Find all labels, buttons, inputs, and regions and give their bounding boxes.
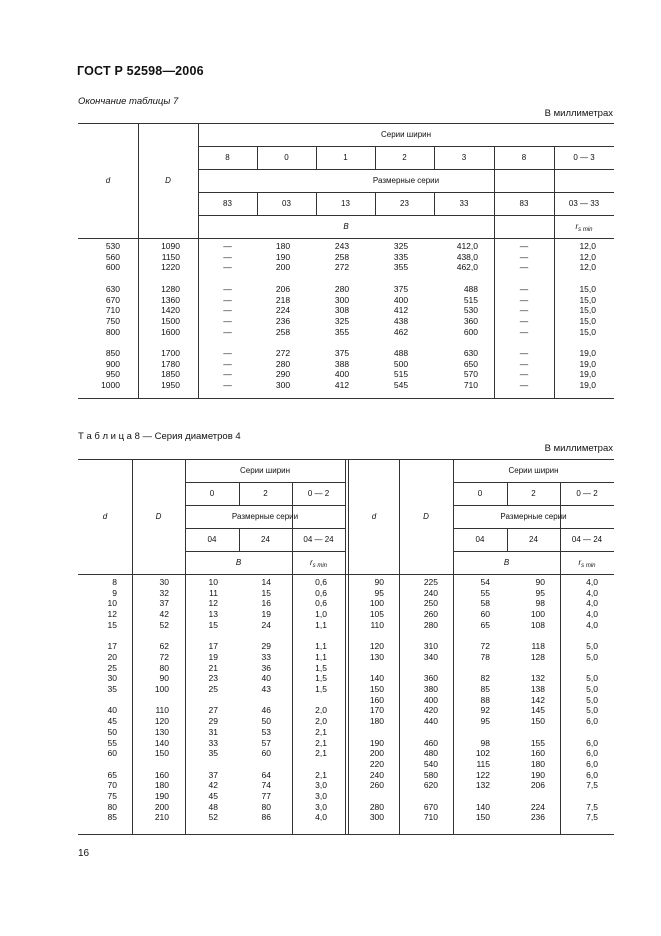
t7-head-d: d bbox=[105, 176, 111, 185]
t8-size-04-24-left: 04 — 24 bbox=[303, 535, 334, 544]
t8-width-0-2-right: 0 — 2 bbox=[576, 489, 598, 498]
t8-head-d-right: d bbox=[371, 512, 377, 521]
t7-head-width-series: Серии ширин bbox=[380, 130, 432, 139]
t7-size-33: 33 bbox=[459, 199, 469, 208]
t7-col-D: 1090 1150 1220 1280 1360 1420 1500 1600 1700 1780 1850 1950 bbox=[161, 241, 180, 391]
t8-size-04-left: 04 bbox=[207, 535, 217, 544]
t8-left-col-b24: 14 15 16 19 24 29 33 36 40 43 46 50 53 57 60 64 74 77 80 86 bbox=[261, 577, 271, 823]
t8-head-B-right: B bbox=[503, 558, 510, 567]
t8-right-col-b24: 90 95 98 100 108 118 128 132 138 142 145 150 155 160 180 190 206 224 236 bbox=[530, 577, 545, 823]
table8-units: В миллиметрах bbox=[544, 443, 613, 454]
document-title: ГОСТ Р 52598—2006 bbox=[77, 64, 204, 78]
t7-width-1: 1 bbox=[343, 153, 348, 162]
page-number: 16 bbox=[78, 848, 90, 859]
t7-head-rs: $r_{s min}$ bbox=[575, 222, 593, 233]
t7-size-13: 13 bbox=[341, 199, 350, 208]
t7-width-8: 8 bbox=[225, 153, 230, 162]
t7-width-3: 3 bbox=[461, 153, 467, 162]
t8-size-04-right: 04 bbox=[475, 535, 485, 544]
t8-left-col-D: 30 32 37 42 52 62 72 80 90 100 110 120 130 140 150 160 180 190 200 210 bbox=[154, 577, 169, 823]
t7-width-8b: 8 bbox=[521, 153, 527, 162]
t7-col-d: 530 560 600 630 670 710 750 800 850 900 950 1000 bbox=[101, 241, 120, 391]
t8-head-D-right: D bbox=[423, 512, 429, 521]
t7-col-r83: — — — — — — — — — — — — bbox=[519, 241, 529, 391]
t8-right-col-D: 225 240 250 260 280 310 340 360 380 400 420 440 460 480 540 580 620 670 710 bbox=[423, 577, 438, 823]
t8-size-24-right: 24 bbox=[529, 535, 538, 544]
t8-head-B-left: B bbox=[235, 558, 242, 567]
t8-right-col-rs: 4,0 4,0 4,0 4,0 4,0 5,0 5,0 5,0 5,0 5,0 5,0 6,0 6,0 6,0 6,0 6,0 7,5 7,5 7,5 bbox=[586, 577, 598, 823]
t7-col-33: 412,0 438,0 462,0 488 515 530 360 600 630 650 570 710 bbox=[456, 241, 478, 391]
t7-head-B: B bbox=[343, 222, 349, 231]
t7-size-03-33: 03 — 33 bbox=[568, 199, 600, 208]
t8-left-col-d: 8 9 10 12 15 17 20 25 30 35 40 45 50 55 60 65 70 75 80 85 bbox=[107, 577, 117, 823]
t7-col-r03: 12,0 12,0 12,0 15,0 15,0 15,0 15,0 15,0 19,0 19,0 19,0 19,0 bbox=[579, 241, 596, 391]
t8-head-rs-right: $r_{s min}$ bbox=[578, 558, 596, 569]
t7-width-2: 2 bbox=[402, 153, 407, 162]
table8-caption: Т а б л и ц а 8 — Серия диаметров 4 bbox=[78, 431, 241, 442]
t8-head-size-series-left: Размерные серии bbox=[231, 512, 299, 521]
t7-size-83b: 83 bbox=[519, 199, 529, 208]
t7-head-D: D bbox=[165, 176, 171, 185]
t8-head-d-left: d bbox=[102, 512, 108, 521]
t7-col-83: — — — — — — — — — — — — bbox=[223, 241, 232, 391]
t8-width-0-right: 0 bbox=[477, 489, 483, 498]
t7-head-size-series: Размерные серии bbox=[372, 176, 440, 185]
t8-size-24-left: 24 bbox=[261, 535, 270, 544]
t7-col-23: 325 335 355 375 400 412 438 462 488 500 515 545 bbox=[393, 241, 409, 391]
table7-units: В миллиметрах bbox=[544, 108, 613, 119]
t7-col-03: 180 190 200 206 218 224 236 258 272 280 290 300 bbox=[275, 241, 291, 391]
t7-size-23: 23 bbox=[400, 199, 409, 208]
t8-head-width-series-right: Серии ширин bbox=[508, 466, 559, 475]
t8-width-0-left: 0 bbox=[209, 489, 215, 498]
t7-width-0: 0 bbox=[284, 153, 289, 162]
t8-right-col-d: 90 95 100 105 110 120 130 140 150 160 170 180 190 200 220 240 260 280 300 bbox=[369, 577, 384, 823]
t7-size-03: 03 bbox=[282, 199, 291, 208]
t8-width-2-left: 2 bbox=[263, 489, 268, 498]
t8-right-col-b04: 54 55 58 60 65 72 78 82 85 88 92 95 98 102 115 122 132 140 150 bbox=[475, 577, 490, 823]
t8-head-rs-left: $r_{s min}$ bbox=[309, 558, 327, 569]
table7-caption: Окончание таблицы 7 bbox=[78, 96, 179, 107]
t8-width-2-right: 2 bbox=[531, 489, 536, 498]
t8-head-width-series-left: Серии ширин bbox=[239, 466, 291, 475]
t8-left-col-b04: 10 11 12 13 15 17 19 21 23 25 27 29 31 33 35 37 42 45 48 52 bbox=[208, 577, 218, 823]
t8-head-D-left: D bbox=[155, 512, 162, 521]
t8-head-size-series-right: Размерные серии bbox=[500, 512, 567, 521]
t8-width-0-2-left: 0 — 2 bbox=[307, 489, 330, 498]
t8-size-04-24-right: 04 — 24 bbox=[571, 535, 603, 544]
t7-size-83: 83 bbox=[223, 199, 232, 208]
t7-col-13: 243 258 272 280 300 308 325 355 375 388 400 412 bbox=[334, 241, 350, 391]
t8-left-col-rs: 0,6 0,6 0,6 1,0 1,1 1,1 1,1 1,5 1,5 1,5 2,0 2,0 2,1 2,1 2,1 2,1 3,0 3,0 3,0 4,0 bbox=[315, 577, 327, 823]
t7-width-0-3: 0 — 3 bbox=[573, 153, 595, 162]
